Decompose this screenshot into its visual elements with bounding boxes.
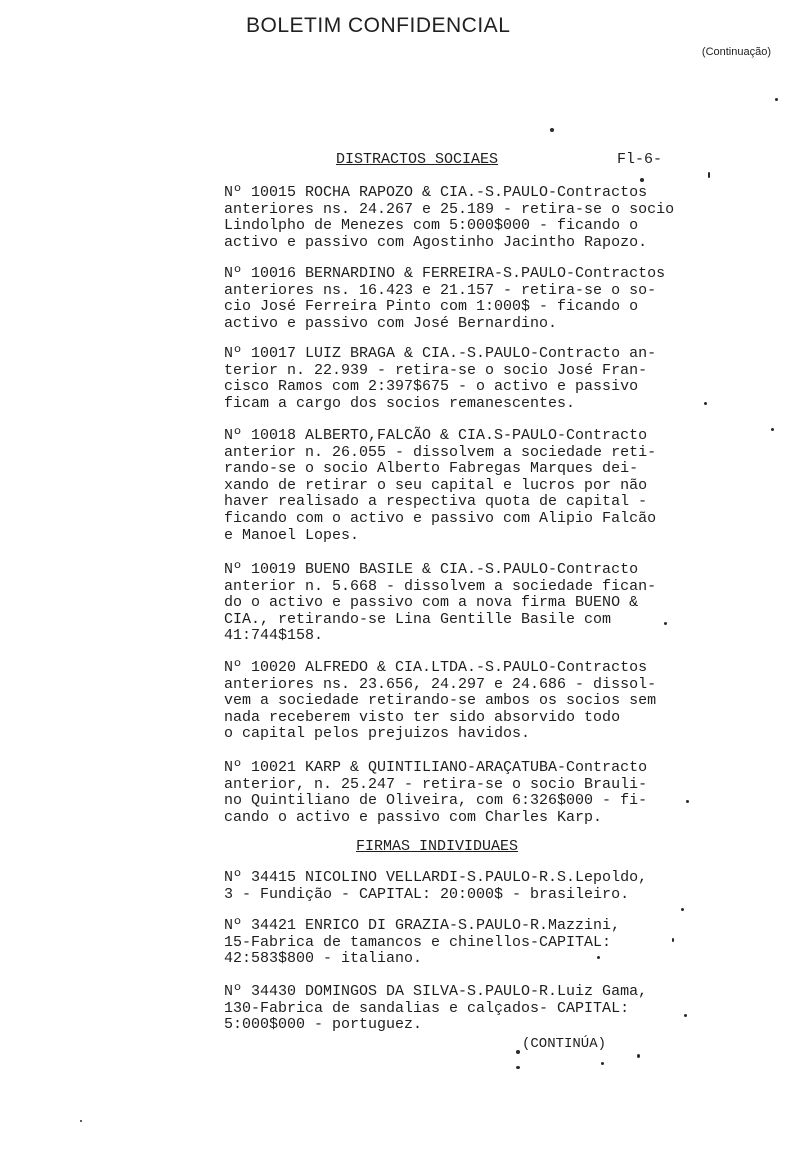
entry-line: Nº 10021 KARP & QUINTILIANO-ARAÇATUBA-Contracto <box>224 759 648 776</box>
entry-line: haver realisado a respectiva quota de capital - <box>224 493 648 511</box>
entry-line: 3 - Fundição - CAPITAL: 20:000$ - brasileiro. <box>224 885 630 903</box>
entry-line: Nº 34430 DOMINGOS DA SILVA-S.PAULO-R.Luiz Gama, <box>224 983 648 1000</box>
scan-speck <box>681 908 684 911</box>
entry-line: 130-Fabrica de sandalias e calçados- CAPITAL: <box>224 999 630 1017</box>
entry-line: 42:583$800 - italiano. <box>224 950 423 968</box>
scan-speck <box>637 1054 640 1058</box>
entry-line: terior n. 22.939 - retira-se o socio José Fran- <box>224 361 648 379</box>
scan-speck <box>516 1050 520 1054</box>
scan-speck <box>775 98 778 101</box>
scan-speck <box>550 128 554 132</box>
entry-line: CIA., retirando-se Lina Gentille Basile com <box>224 610 612 628</box>
scan-speck <box>672 938 674 942</box>
scan-speck <box>640 178 644 182</box>
entry-line: activo e passivo com Agostinho Jacintho Rapozo. <box>224 233 648 251</box>
folio-number: Fl-6- <box>617 151 663 168</box>
scan-speck <box>771 428 774 431</box>
entry-line: e Manoel Lopes. <box>224 526 360 544</box>
distracto-entry-10020 <box>224 660 724 743</box>
firma-entry-34415 <box>224 870 724 903</box>
entry-line: do o activo e passivo com a nova firma BUENO & <box>224 594 639 612</box>
entry-line: ficam a cargo dos socios remanescentes. <box>224 394 576 412</box>
firma-entry-34421 <box>224 918 724 968</box>
scan-speck <box>80 1120 82 1122</box>
entry-line: xando de retirar o seu capital e lucros por não <box>224 476 648 494</box>
entry-line: vem a sociedade retirando-se ambos os socios sem <box>224 692 657 710</box>
entry-line: Nº 10020 ALFREDO & CIA.LTDA.-S.PAULO-Contractos <box>224 659 648 676</box>
scan-speck <box>601 1062 604 1065</box>
scan-speck <box>664 622 667 625</box>
entry-line: anteriores ns. 16.423 e 21.157 - retira-se o so- <box>224 281 657 299</box>
entry-line: Nº 34415 NICOLINO VELLARDI-S.PAULO-R.S.Lepoldo, <box>224 869 648 886</box>
entry-line: anterior n. 26.055 - dissolvem a sociedade reti- <box>224 443 657 461</box>
distracto-entry-10019 <box>224 562 724 645</box>
entry-line: anterior, n. 25.247 - retira-se o socio Brauli- <box>224 775 648 793</box>
entry-line: anteriores ns. 23.656, 24.297 e 24.686 - dissol- <box>224 675 657 693</box>
scan-speck <box>708 172 710 178</box>
entry-line: cando o activo e passivo com Charles Karp. <box>224 808 603 826</box>
scan-speck <box>516 1066 520 1069</box>
entry-line: anterior n. 5.668 - dissolvem a sociedade fican- <box>224 577 657 595</box>
continua-label: (CONTINÚA) <box>522 1036 607 1052</box>
distracto-entry-10021 <box>224 760 724 826</box>
entry-line: nada receberem visto ter sido absorvido todo <box>224 708 621 726</box>
continuation-label: (Continuação) <box>701 46 771 58</box>
section-title-firmas: FIRMAS INDIVIDUAES <box>356 838 519 855</box>
distracto-entry-10018 <box>224 428 724 544</box>
scan-speck <box>684 1014 687 1017</box>
entry-line: Nº 10015 ROCHA RAPOZO & CIA.-S.PAULO-Contractos <box>224 184 648 201</box>
entry-line: 41:744$158. <box>224 627 324 645</box>
entry-line: cisco Ramos com 2:397$675 - o activo e passivo <box>224 378 639 396</box>
entry-line: Lindolpho de Menezes com 5:000$000 - ficando o <box>224 217 639 235</box>
entry-line: Nº 10016 BERNARDINO & FERREIRA-S.PAULO-Contractos <box>224 265 666 282</box>
distracto-entry-10017 <box>224 346 724 412</box>
scan-speck <box>686 800 689 803</box>
entry-line: activo e passivo com José Bernardino. <box>224 314 558 332</box>
distracto-entry-10015 <box>224 185 724 251</box>
scan-speck <box>597 956 600 959</box>
entry-line: Nº 10019 BUENO BASILE & CIA.-S.PAULO-Contracto <box>224 561 639 578</box>
entry-line: Nº 10017 LUIZ BRAGA & CIA.-S.PAULO-Contracto an- <box>224 345 657 362</box>
entry-line: anteriores ns. 24.267 e 25.189 - retira-se o socio <box>224 200 675 218</box>
entry-line: 5:000$000 - portuguez. <box>224 1016 423 1034</box>
entry-line: no Quintiliano de Oliveira, com 6:326$000 - fi- <box>224 792 648 810</box>
entry-line: Nº 10018 ALBERTO,FALCÃO & CIA.S-PAULO-Contracto <box>224 427 648 444</box>
entry-line: cio José Ferreira Pinto com 1:000$ - ficando o <box>224 298 639 316</box>
bulletin-title: BOLETIM CONFIDENCIAL <box>246 14 511 37</box>
scan-speck <box>704 402 707 405</box>
section-title-distractos: DISTRACTOS SOCIAES <box>336 151 499 168</box>
entry-line: o capital pelos prejuizos havidos. <box>224 725 531 743</box>
entry-line: 15-Fabrica de tamancos e chinellos-CAPITAL: <box>224 933 612 951</box>
distracto-entry-10016 <box>224 266 724 332</box>
entry-line: rando-se o socio Alberto Fabregas Marques dei- <box>224 460 639 478</box>
entry-line: Nº 34421 ENRICO DI GRAZIA-S.PAULO-R.Mazzini, <box>224 917 621 934</box>
entry-line: ficando com o activo e passivo com Alipio Falcão <box>224 509 657 527</box>
firma-entry-34430 <box>224 984 724 1034</box>
